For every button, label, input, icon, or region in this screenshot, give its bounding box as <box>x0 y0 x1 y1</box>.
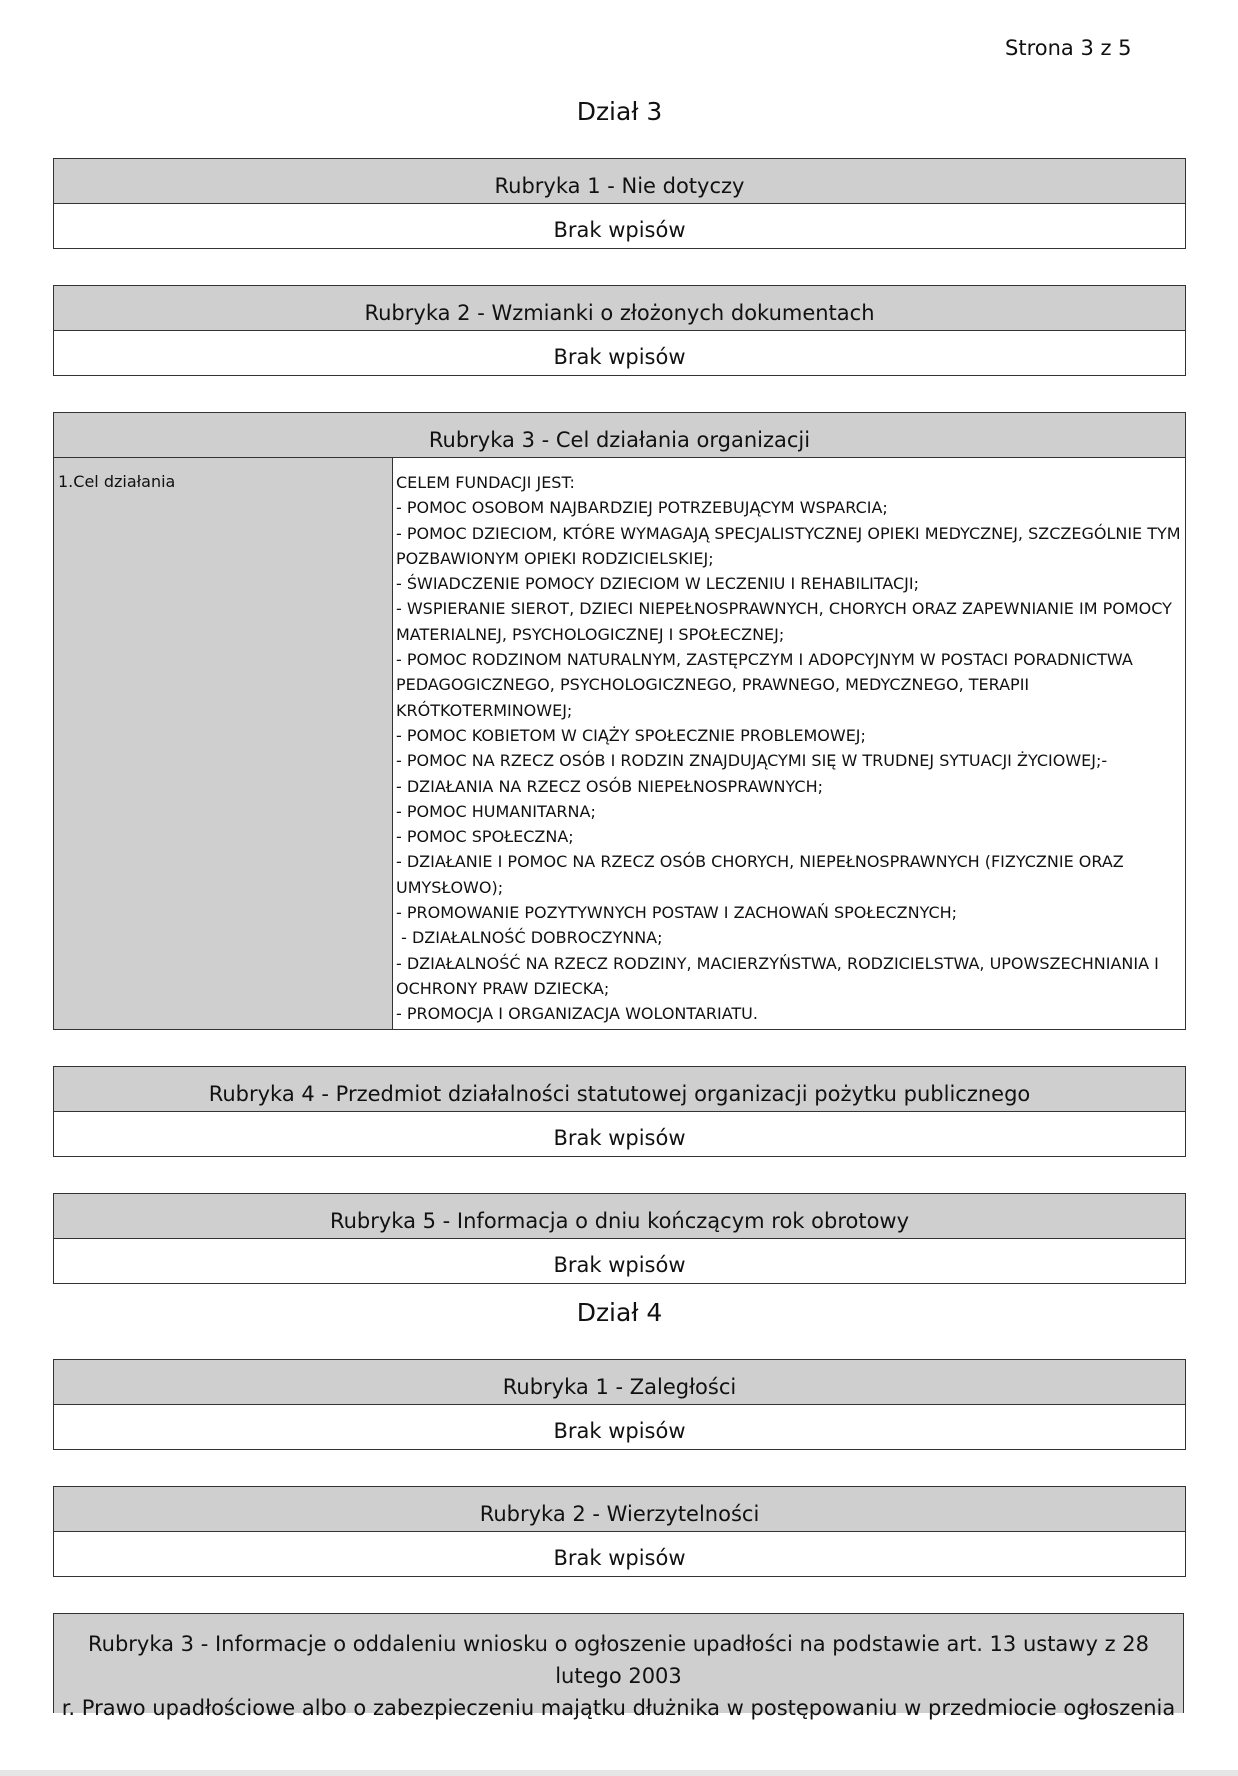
rubric-header: Rubryka 1 - Zaległości <box>54 1360 1185 1405</box>
rubric-body: Brak wpisów <box>54 204 1185 248</box>
purpose-line: MATERIALNEJ, PSYCHOLOGICZNEJ I SPOŁECZNEJ; <box>396 624 785 644</box>
section-3-title: Dział 3 <box>576 97 663 126</box>
rubric-header: Rubryka 5 - Informacja o dniu kończącym rok obrotowy <box>54 1194 1185 1239</box>
section-3-rubric-5 <box>53 1193 1186 1284</box>
rubric-body: Brak wpisów <box>54 1405 1185 1449</box>
field-value <box>393 458 1185 1029</box>
rubric-body: Brak wpisów <box>54 1112 1185 1156</box>
rubric-grid <box>54 458 1185 1029</box>
purpose-line: - POMOC RODZINOM NATURALNYM, ZASTĘPCZYM I ADOPCYJNYM W POSTACI PORADNICTWA <box>396 650 1133 670</box>
purpose-line: PEDAGOGICZNEGO, PSYCHOLOGICZNEGO, PRAWNEGO, MEDYCZNEGO, TERAPII <box>396 675 1030 695</box>
purpose-line: - ŚWIADCZENIE POMOCY DZIECIOM W LECZENIU I REHABILITACJI; <box>396 574 920 594</box>
purpose-line: UMYSŁOWO); <box>396 877 504 897</box>
purpose-line: - POMOC KOBIETOM W CIĄŻY SPOŁECZNIE PROBLEMOWEJ; <box>396 725 866 745</box>
rubric-header: Rubryka 3 - Cel działania organizacji <box>54 413 1185 458</box>
section-3-rubric-3 <box>53 412 1186 1030</box>
rubric-body: Brak wpisów <box>54 1532 1185 1576</box>
field-label: 1.Cel działania <box>54 458 393 1029</box>
purpose-line: POZBAWIONYM OPIEKI RODZICIELSKIEJ; <box>396 548 714 568</box>
rubric-header: Rubryka 2 - Wierzytelności <box>54 1487 1185 1532</box>
section-4-rubric-1 <box>53 1359 1186 1450</box>
section-4-title: Dział 4 <box>576 1298 663 1327</box>
purpose-line: - WSPIERANIE SIEROT, DZIECI NIEPEŁNOSPRAWNYCH, CHORYCH ORAZ ZAPEWNIANIE IM POMOCY <box>396 599 1172 619</box>
purpose-line: - PROMOCJA I ORGANIZACJA WOLONTARIATU. <box>396 1004 758 1024</box>
purpose-line: - DZIAŁANIE I POMOC NA RZECZ OSÓB CHORYCH, NIEPEŁNOSPRAWNYCH (FIZYCZNIE ORAZ <box>396 852 1124 872</box>
section-3-rubric-1 <box>53 158 1186 249</box>
section-3-rubric-4 <box>53 1066 1186 1157</box>
purpose-line: KRÓTKOTERMINOWEJ; <box>396 700 573 720</box>
purpose-line: - DZIAŁANIA NA RZECZ OSÓB NIEPEŁNOSPRAWNYCH; <box>396 776 824 796</box>
purpose-line: - POMOC SPOŁECZNA; <box>396 827 574 847</box>
rubric-header-line: Rubryka 3 - Informacje o oddaleniu wniosku o ogłoszenie upadłości na podstawie art. 13 ustawy z 28 lutego 2003 <box>87 1632 1149 1688</box>
section-3-rubric-2 <box>53 285 1186 376</box>
purpose-line: - POMOC OSOBOM NAJBARDZIEJ POTRZEBUJĄCYM WSPARCIA; <box>396 498 888 518</box>
purpose-line: - PROMOWANIE POZYTYWNYCH POSTAW I ZACHOWAŃ SPOŁECZNYCH; <box>396 903 958 923</box>
section-4-rubric-2 <box>53 1486 1186 1577</box>
rubric-body: Brak wpisów <box>54 331 1185 375</box>
rubric-header: Rubryka 1 - Nie dotyczy <box>54 159 1185 204</box>
purpose-line: CELEM FUNDACJI JEST: <box>396 473 575 492</box>
rubric-body: Brak wpisów <box>54 1239 1185 1283</box>
purpose-line: OCHRONY PRAW DZIECKA; <box>396 978 610 998</box>
page-bottom-edge <box>0 1770 1238 1776</box>
page-number: Strona 3 z 5 <box>1005 36 1132 60</box>
purpose-line: - DZIAŁALNOŚĆ DOBROCZYNNA; <box>396 928 663 948</box>
rubric-header: Rubryka 4 - Przedmiot działalności statutowej organizacji pożytku publicznego <box>54 1067 1185 1112</box>
purpose-line: - DZIAŁALNOŚĆ NA RZECZ RODZINY, MACIERZYŃSTWA, RODZICIELSTWA, UPOWSZECHNIANIA I <box>396 953 1159 973</box>
rubric-header-line: r. Prawo upadłościowe albo o zabezpieczeniu majątku dłużnika w postępowaniu w przedmiocie ogłoszenia <box>61 1696 1176 1720</box>
purpose-line: - POMOC DZIECIOM, KTÓRE WYMAGAJĄ SPECJALISTYCZNEJ OPIEKI MEDYCZNEJ, SZCZEGÓLNIE TYM <box>396 523 1181 543</box>
purpose-line: - POMOC NA RZECZ OSÓB I RODZIN ZNAJDUJĄCYMI SIĘ W TRUDNEJ SYTUACJI ŻYCIOWEJ;- <box>396 751 1108 771</box>
section-4-rubric-3 <box>53 1613 1184 1720</box>
purpose-line: - POMOC HUMANITARNA; <box>396 801 596 821</box>
rubric-header: Rubryka 2 - Wzmianki o złożonych dokumentach <box>54 286 1185 331</box>
